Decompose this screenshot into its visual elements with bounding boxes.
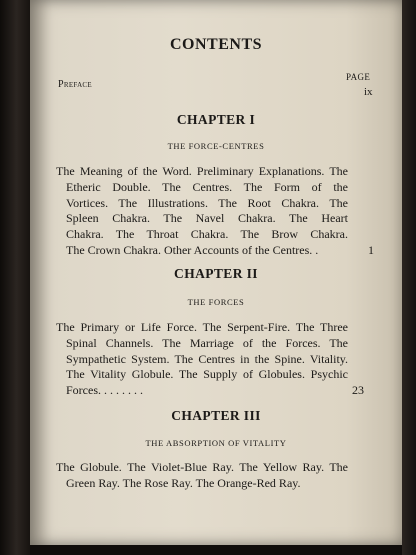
contents-title: CONTENTS	[169, 36, 263, 53]
book-right-edge	[402, 0, 416, 555]
book-bottom-edge	[30, 545, 402, 555]
chapter-2-line: Spinal Channels. The Marriage of the Forces. The	[66, 335, 348, 350]
chapter-2-line: The Primary or Life Force. The Serpent-Fire. The Three	[56, 320, 348, 334]
chapter-2-description	[56, 320, 348, 399]
preface-page-number: ix	[364, 86, 373, 98]
chapter-3-heading: CHAPTER III	[171, 408, 261, 423]
chapter-2-heading: CHAPTER II	[174, 266, 258, 281]
chapter-2-line: Sympathetic System. The Centres in the Spine. Vitality.	[66, 351, 348, 366]
page-column-label: PAGE	[346, 72, 371, 82]
chapter-3-line: Green Ray. The Rose Ray. The Orange-Red Ray.	[66, 475, 301, 490]
book-page	[30, 0, 402, 545]
chapter-3-description	[56, 460, 348, 492]
book-spine-shadow	[0, 0, 30, 555]
chapter-2-line: The Vitality Globule. The Supply of Globules. Psychic	[66, 367, 348, 382]
chapter-1-description	[56, 164, 348, 259]
chapter-1-line: The Meaning of the Word. Preliminary Explanations. The	[56, 164, 348, 178]
chapter-3-line: The Globule. The Violet-Blue Ray. The Yellow Ray. The	[56, 460, 348, 474]
chapter-3-subtitle: THE ABSORPTION OF VITALITY	[145, 438, 287, 448]
chapter-1-line: Chakra. The Throat Chakra. The Brow Chakra.	[66, 227, 348, 242]
chapter-1-subtitle: THE FORCE-CENTRES	[167, 141, 265, 151]
chapter-2-subtitle: THE FORCES	[187, 297, 245, 307]
chapter-1-line: Spleen Chakra. The Navel Chakra. The Heart	[66, 211, 348, 226]
preface-entry: Preface	[58, 79, 92, 90]
chapter-2-line: Forces. . . . . . . .	[66, 383, 143, 398]
chapter-2-page-number: 23	[352, 383, 364, 397]
chapter-1-heading: CHAPTER I	[176, 112, 256, 127]
chapter-1-line: The Crown Chakra. Other Accounts of the Centres. .	[66, 242, 319, 257]
chapter-1-page-number: 1	[368, 243, 374, 257]
chapter-1-line: Etheric Double. The Centres. The Form of the	[66, 179, 348, 194]
chapter-1-line: Vortices. The Illustrations. The Root Chakra. The	[66, 195, 348, 210]
